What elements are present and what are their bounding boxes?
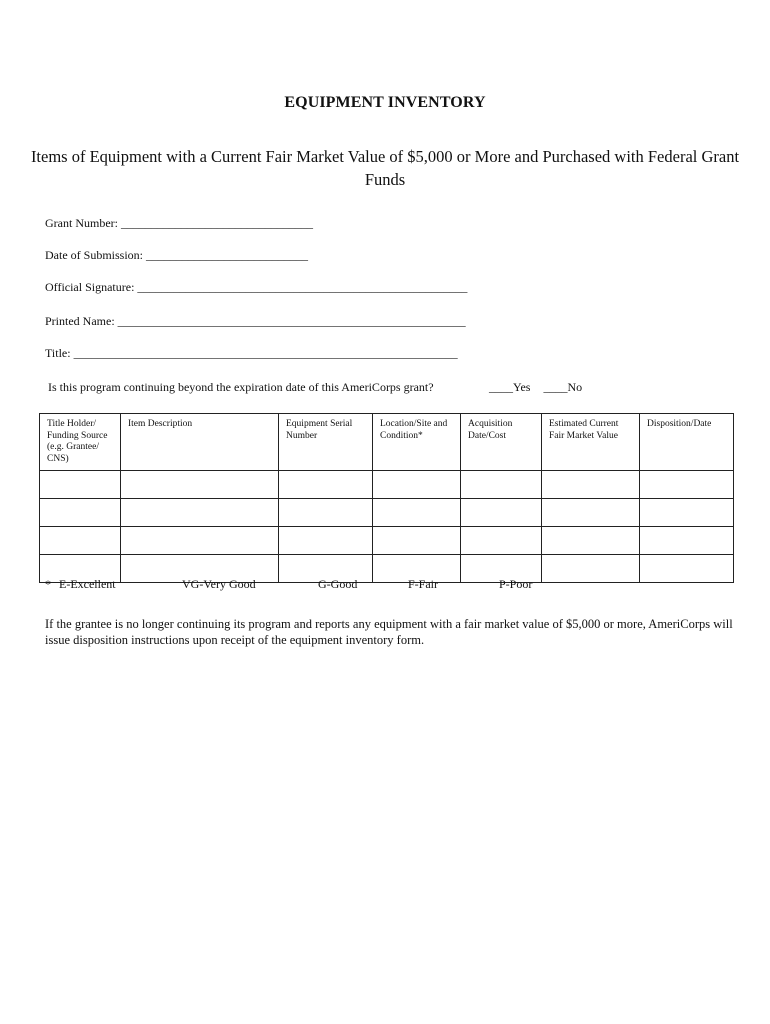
date-of-submission-field[interactable]: Date of Submission: ___________________________	[45, 248, 308, 262]
table-cell[interactable]	[461, 471, 542, 499]
table-cell[interactable]	[461, 499, 542, 527]
legend-star: *	[45, 577, 51, 591]
table-cell[interactable]	[121, 499, 279, 527]
legend-poor: P-Poor	[499, 577, 533, 591]
legend-fair: F-Fair	[408, 577, 438, 591]
header-title-holder: Title Holder/ Funding Source (e.g. Grantee/ CNS)	[40, 414, 121, 471]
table-cell[interactable]	[279, 499, 373, 527]
table-cell[interactable]	[121, 527, 279, 555]
table-cell[interactable]	[121, 471, 279, 499]
table-row	[40, 527, 734, 555]
header-acquisition: Acquisition Date/Cost	[461, 414, 542, 471]
header-item-description: Item Description	[121, 414, 279, 471]
table-header-row	[40, 414, 734, 471]
table-cell[interactable]	[373, 499, 461, 527]
table-row	[40, 555, 734, 583]
table-cell[interactable]	[373, 471, 461, 499]
table-row	[40, 499, 734, 527]
table-cell[interactable]	[279, 471, 373, 499]
table-cell[interactable]	[640, 499, 734, 527]
legend-very-good: VG-Very Good	[182, 577, 256, 591]
header-serial-number: Equipment Serial Number	[279, 414, 373, 471]
table-cell[interactable]	[40, 471, 121, 499]
legend-good: G-Good	[318, 577, 358, 591]
table-cell[interactable]	[640, 527, 734, 555]
table-cell[interactable]	[542, 527, 640, 555]
table-cell[interactable]	[373, 527, 461, 555]
table-cell[interactable]	[40, 527, 121, 555]
table-cell[interactable]	[279, 527, 373, 555]
official-signature-field[interactable]: Official Signature: _______________________________________________________	[45, 280, 468, 294]
table-cell[interactable]	[542, 499, 640, 527]
header-location-condition: Location/Site and Condition*	[373, 414, 461, 471]
page-title: EQUIPMENT INVENTORY	[284, 94, 486, 111]
table-cell[interactable]	[40, 499, 121, 527]
table-cell[interactable]	[542, 471, 640, 499]
table-cell[interactable]	[461, 527, 542, 555]
continuation-answers	[489, 380, 592, 395]
title-field[interactable]: Title: ________________________________________________________________	[45, 346, 458, 360]
table-cell[interactable]	[640, 471, 734, 499]
yes-option[interactable]: ____Yes	[489, 380, 531, 394]
legend-excellent: E-Excellent	[59, 577, 116, 591]
disposition-note: If the grantee is no longer continuing its program and reports any equipment with a fair market value of $5,000 or more, AmeriCorps will issue disposition instructions upon receipt of the equipment inventory form.	[45, 617, 733, 647]
continuation-question: Is this program continuing beyond the expiration date of this AmeriCorps grant?	[48, 380, 434, 394]
no-option[interactable]: ____No	[543, 380, 583, 394]
equipment-inventory-table	[39, 413, 734, 583]
header-disposition: Disposition/Date	[640, 414, 734, 471]
table-row	[40, 471, 734, 499]
table-cell[interactable]	[542, 555, 640, 583]
header-market-value: Estimated Current Fair Market Value	[542, 414, 640, 471]
printed-name-field[interactable]: Printed Name: __________________________________________________________	[45, 314, 466, 328]
page-subtitle: Items of Equipment with a Current Fair Market Value of $5,000 or More and Purchased with Federal Grant Funds	[30, 147, 740, 189]
table-cell[interactable]	[640, 555, 734, 583]
grant-number-field[interactable]: Grant Number: ________________________________	[45, 216, 313, 230]
